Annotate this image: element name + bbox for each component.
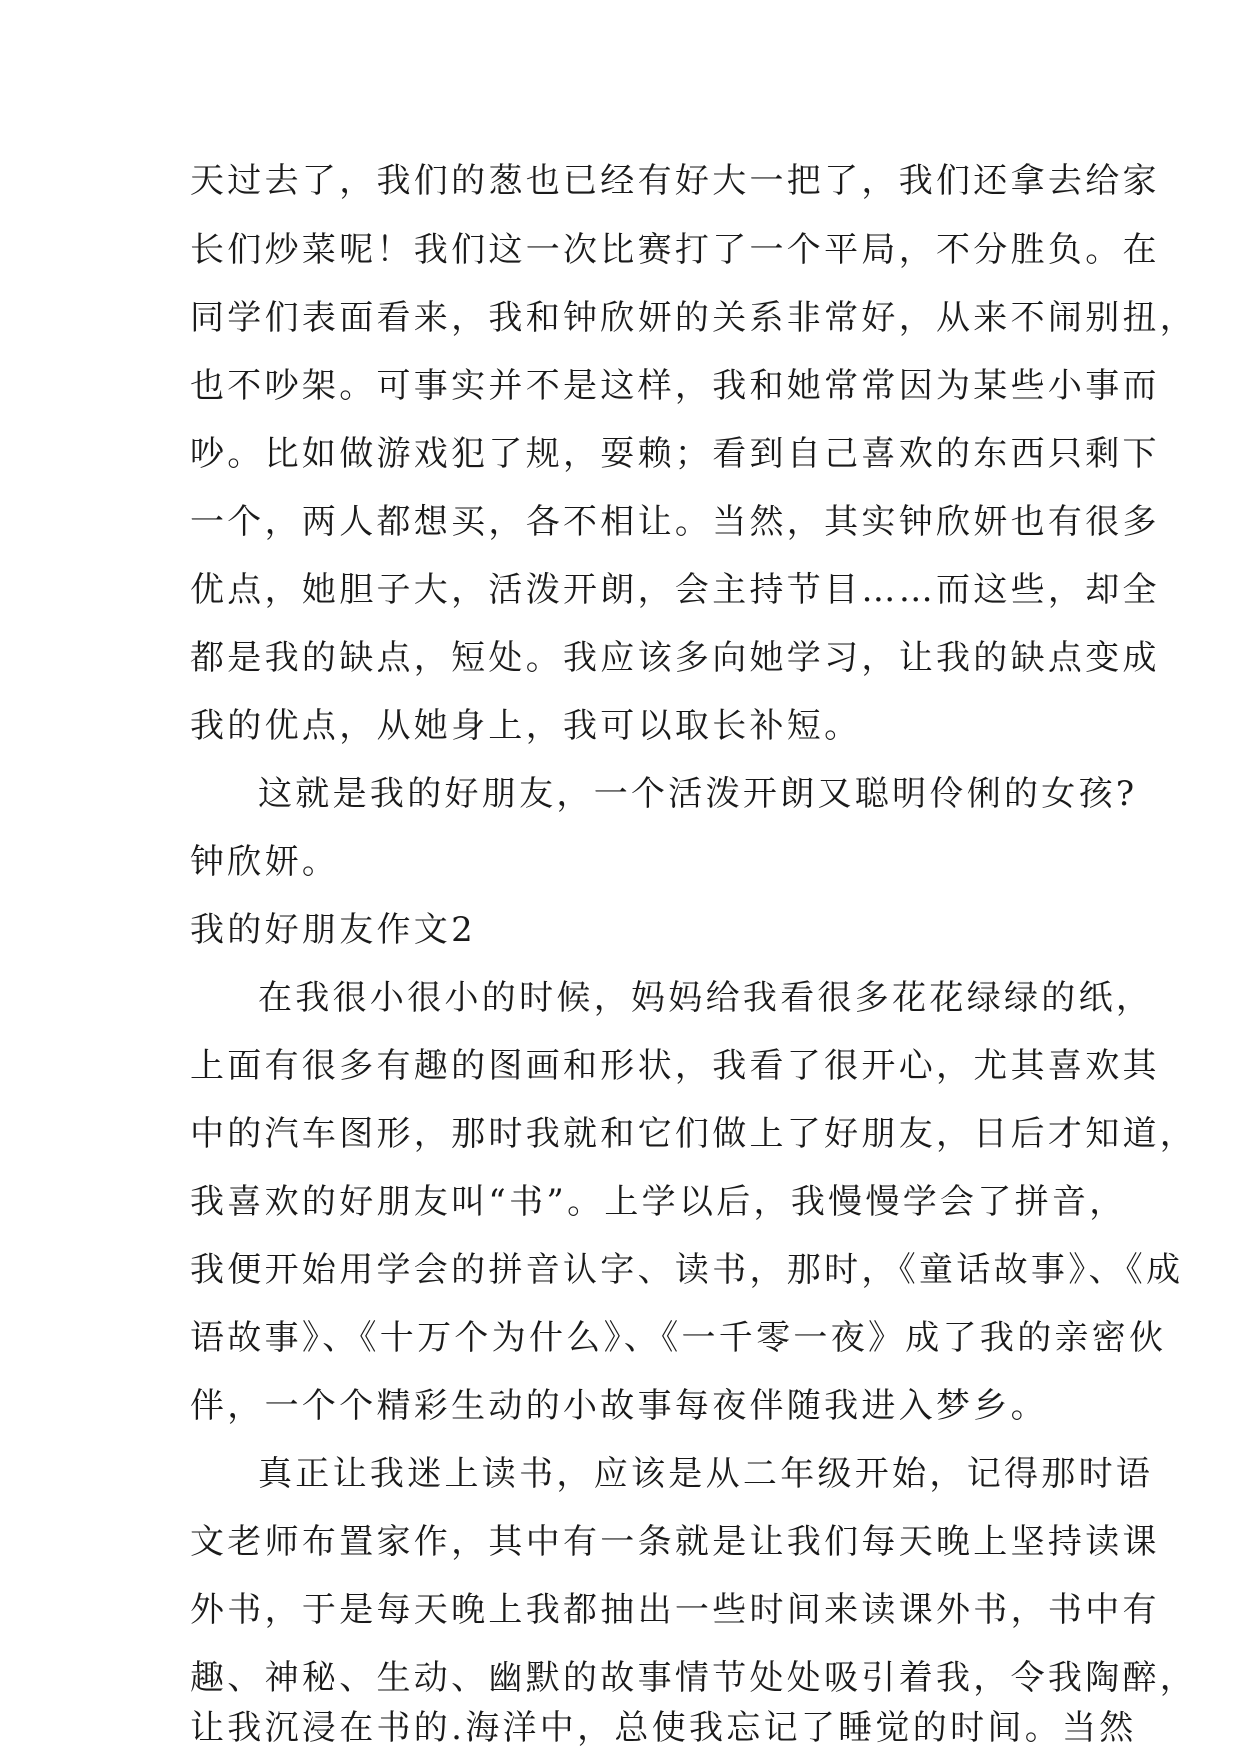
text-line: 吵。比如做游戏犯了规，耍赖；看到自己喜欢的东西只剩下 xyxy=(190,434,1160,474)
text-line: 一个，两人都想买，各不相让。当然，其实钟欣妍也有很多 xyxy=(190,502,1160,542)
section-title: 我的好朋友作文2 xyxy=(190,910,477,950)
text-line: 中的汽车图形，那时我就和它们做上了好朋友，日后才知道， xyxy=(190,1114,1198,1154)
text-line: 文老师布置家作，其中有一条就是让我们每天晚上坚持读课 xyxy=(190,1522,1160,1562)
text-line: 优点，她胆子大，活泼开朗，会主持节目……而这些，却全 xyxy=(190,570,1160,610)
text-line: 伴，一个个精彩生动的小故事每夜伴随我进入梦乡。 xyxy=(190,1386,1048,1426)
text-line: 都是我的缺点，短处。我应该多向她学习，让我的缺点变成 xyxy=(190,638,1160,678)
text-line: 语故事》、《十万个为什么》、《一千零一夜》成了我的亲密伙 xyxy=(190,1318,1167,1358)
paragraph-first-line: 在我很小很小的时候，妈妈给我看很多花花绿绿的纸， xyxy=(258,978,1154,1018)
text-line: 我便开始用学会的拼音认字、读书，那时，《童话故事》、《成 xyxy=(190,1250,1184,1290)
text-line: 上面有很多有趣的图画和形状，我看了很开心，尤其喜欢其 xyxy=(190,1046,1160,1086)
text-line: 我喜欢的好朋友叫“书”。上学以后，我慢慢学会了拼音， xyxy=(190,1182,1127,1222)
text-line: 长们炒菜呢！我们这一次比赛打了一个平局，不分胜负。在 xyxy=(190,230,1160,270)
paragraph-first-line: 真正让我迷上读书，应该是从二年级开始，记得那时语 xyxy=(258,1454,1154,1494)
text-line: 同学们表面看来，我和钟欣妍的关系非常好，从来不闹别扭， xyxy=(190,298,1198,338)
text-line: 我的优点，从她身上，我可以取长补短。 xyxy=(190,706,862,746)
text-line: 趣、神秘、生动、幽默的故事情节处处吸引着我，令我陶醉， xyxy=(190,1658,1198,1698)
text-line: 也不吵架。可事实并不是这样，我和她常常因为某些小事而 xyxy=(190,366,1160,406)
text-line: 天过去了，我们的葱也已经有好大一把了，我们还拿去给家 xyxy=(190,161,1160,201)
text-line: 钟欣妍。 xyxy=(190,842,340,882)
text-line: 外书，于是每天晚上我都抽出一些时间来读课外书，书中有 xyxy=(190,1590,1160,1630)
paragraph-first-line: 这就是我的好朋友，一个活泼开朗又聪明伶俐的女孩? xyxy=(258,774,1138,814)
text-line: 让我沉浸在书的.海洋中，总使我忘记了睡觉的时间。当然 xyxy=(190,1708,1137,1748)
